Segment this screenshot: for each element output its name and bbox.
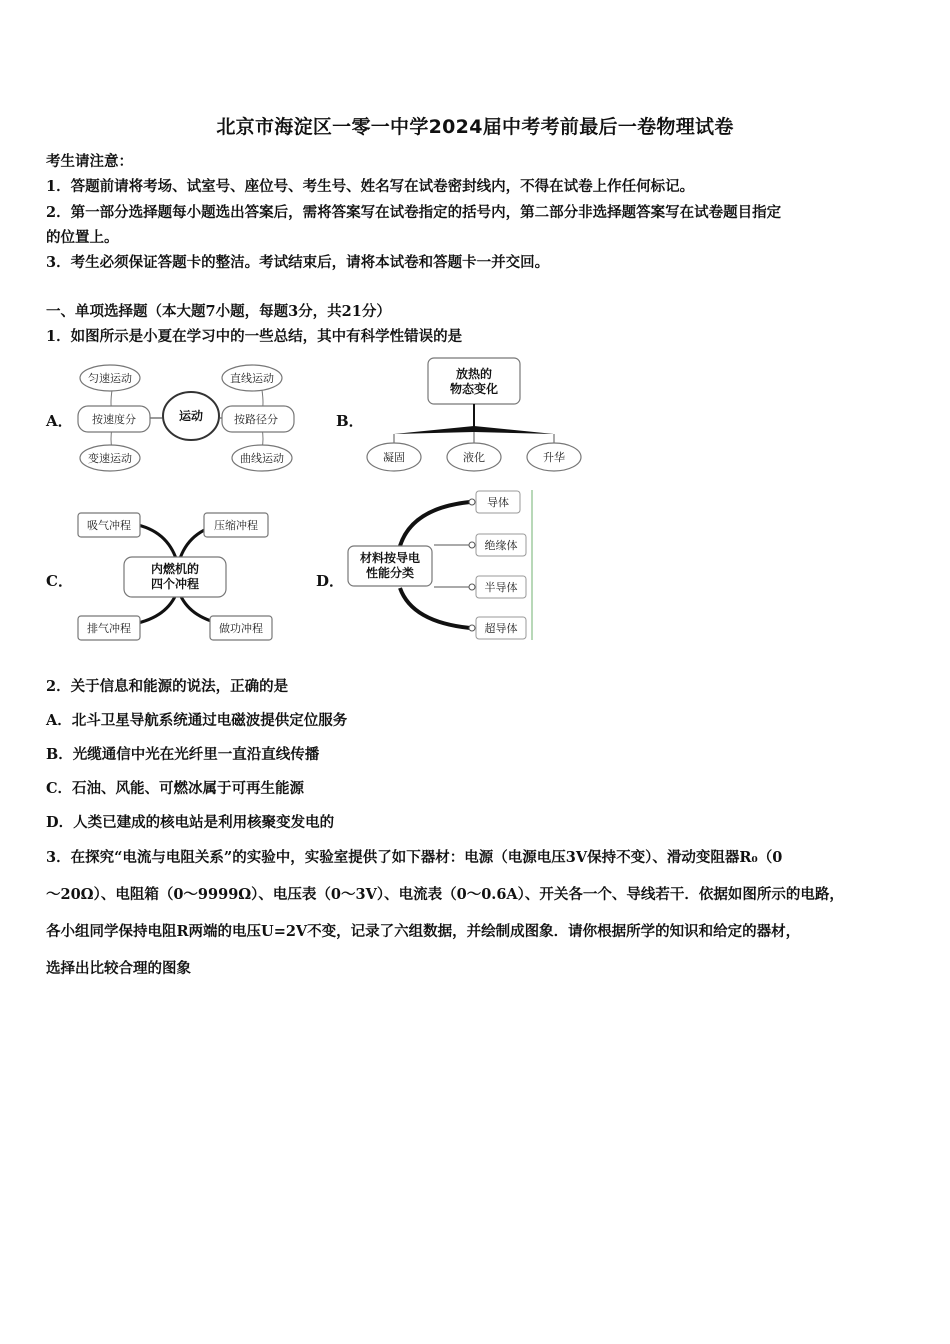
diagram-d-material-classification [342,488,542,643]
node-text: 直线运动 [230,372,274,385]
node-text: 按路径分 [234,413,278,426]
node-text: 导体 [487,496,509,509]
diagram-c-engine-strokes [70,505,285,645]
diagram-b-heat-release [362,352,587,482]
node-text: 半导体 [484,581,518,594]
node-text: 吸气冲程 [87,519,131,532]
question-1-stem: 1．如图所示是小夏在学习中的一些总结，其中有科学性错误的是 [46,328,463,345]
node-text: 按速度分 [92,413,136,426]
question-3-line: 各小组同学保持电阻R两端的电压U=2V不变，记录了六组数据，并绘制成图象．请你根据所学的知识和给定的器材， [46,923,801,940]
notice-item: 3．考生必须保证答题卡的整洁。考试结束后，请将本试卷和答题卡一并交回。 [46,254,550,271]
node-text: 四个冲程 [150,577,200,591]
node-text: 性能分类 [365,566,415,580]
question-2-stem: 2．关于信息和能源的说法，正确的是 [46,678,289,695]
option-d-label: D． [316,572,345,590]
question-3-line: 3．在探究“电流与电阻关系”的实验中，实验室提供了如下器材：电源（电源电压3V保持不变）、滑动变阻器R₀（0 [46,849,783,866]
diagram-a-motion [70,360,310,480]
question-3-line: ～20Ω）、电阻箱（0～9999Ω）、电压表（0～3V）、电流表（0～0.6A）、开关各一个、导线若干．依据如图所示的电路， [46,886,844,903]
notice-item: 的位置上。 [46,229,119,246]
notice-heading: 考生请注意： [46,153,133,170]
node-text: 超导体 [484,622,518,635]
node-text: 曲线运动 [240,452,284,465]
section-heading: 一、单项选择题（本大题7小题，每题3分，共21分） [46,303,391,320]
node-text: 压缩冲程 [214,519,258,532]
node-text: 凝固 [383,451,405,464]
node-text: 做功冲程 [219,622,263,635]
option-b-label: B． [336,412,364,430]
node-text: 物态变化 [449,382,499,396]
node-text: 放热的 [455,367,493,381]
node-text: 排气冲程 [87,622,131,635]
option-a-label: A． [46,412,73,430]
node-text: 匀速运动 [88,372,132,385]
question-2-option: D．人类已建成的核电站是利用核聚变发电的 [46,814,335,831]
node-text: 升华 [543,451,565,464]
node-text: 液化 [463,451,485,464]
question-3-line: 选择出比较合理的图象 [46,960,191,977]
node-text: 内燃机的 [150,562,200,576]
page-title: 北京市海淀区一零一中学2024届中考考前最后一卷物理试卷 [216,116,734,138]
option-c-label: C． [46,572,73,590]
question-2-option: A．北斗卫星导航系统通过电磁波提供定位服务 [46,712,348,729]
question-2-option: C．石油、风能、可燃冰属于可再生能源 [46,780,305,797]
notice-item: 1．答题前请将考场、试室号、座位号、考生号、姓名写在试卷密封线内，不得在试卷上作任何标记。 [46,178,695,195]
node-text: 绝缘体 [484,539,518,552]
notice-item: 2．第一部分选择题每小题选出答案后，需将答案写在试卷指定的括号内，第二部分非选择题答案写在试卷题目指定 [46,204,782,221]
question-2-option: B．光缆通信中光在光纤里一直沿直线传播 [46,746,320,763]
node-root [428,358,520,404]
node-text: 变速运动 [88,452,132,465]
node-text: 运动 [178,409,204,423]
node-text: 材料按导电 [359,551,421,565]
